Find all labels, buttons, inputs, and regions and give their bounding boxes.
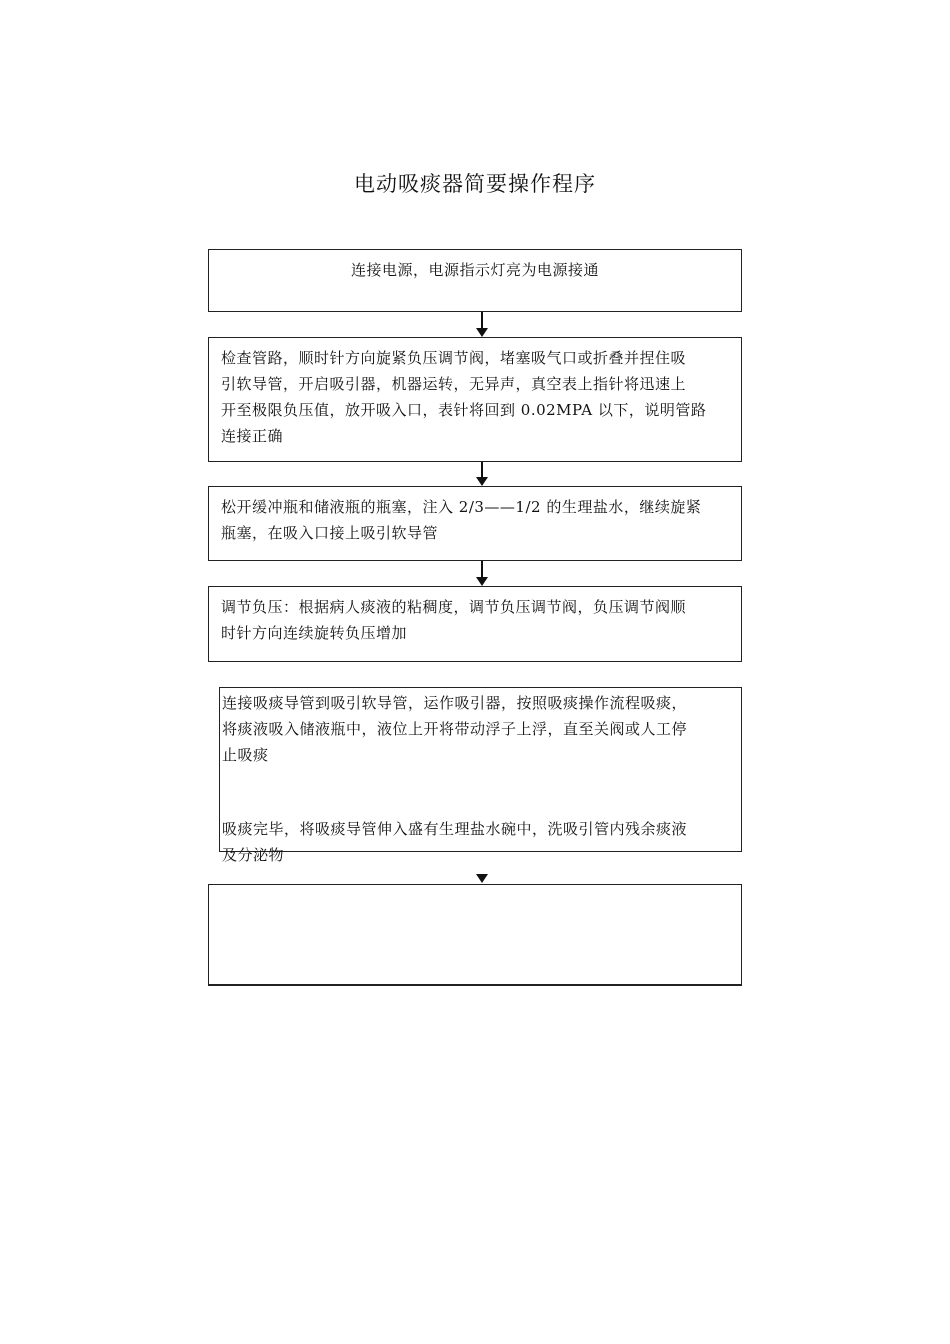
flow-step-5-text-2: 吸痰完毕，将吸痰导管伸入盛有生理盐水碗中，洗吸引管内残余痰液 及分泌物	[222, 820, 688, 864]
flow-step-5-gap	[222, 768, 735, 816]
flow-step-3	[208, 486, 742, 561]
flow-step-4-text: 调节负压：根据病人痰液的粘稠度，调节负压调节阀，负压调节阀顺 时针方向连续旋转负压增加	[221, 598, 687, 642]
flow-arrow-1-shaft	[481, 312, 483, 328]
flow-step-5	[219, 687, 742, 864]
flow-step-2-text: 检查管路，顺时针方向旋紧负压调节阀，堵塞吸气口或折叠并捏住吸 引软导管，开启吸引器，机器运转，无异声，真空表上指针将迅速上 开至极限负压值，放开吸入口，表针将回到 0.02MPA 以下，说明管路 连接正确	[221, 349, 707, 445]
flow-step-1	[208, 249, 742, 312]
flow-arrow-4-head	[476, 874, 488, 883]
flow-arrow-3-shaft	[481, 561, 483, 577]
flow-step-4	[208, 586, 742, 662]
flow-arrow-1-head	[476, 328, 488, 337]
flow-step-2	[208, 337, 742, 462]
flow-step-1-text: 连接电源，电源指示灯亮为电源接通	[350, 261, 599, 279]
flow-arrow-2	[476, 462, 488, 486]
flow-arrow-1	[476, 312, 488, 337]
flow-arrow-3-head	[476, 577, 488, 586]
flow-arrow-2-head	[476, 477, 488, 486]
page-title: 电动吸痰器简要操作程序	[354, 172, 596, 196]
flow-arrow-4	[476, 874, 488, 884]
flow-step-3-text: 松开缓冲瓶和储液瓶的瓶塞，注入 2/3——1/2 的生理盐水，继续旋紧 瓶塞，在吸入口接上吸引软导管	[221, 498, 702, 542]
flow-arrow-3	[476, 561, 488, 586]
flow-step-6	[208, 884, 742, 986]
flow-step-5-text: 连接吸痰导管到吸引软导管，运作吸引器，按照吸痰操作流程吸痰， 将痰液吸入储液瓶中，液位上开将带动浮子上浮，直至关阀或人工停 止吸痰	[222, 694, 688, 764]
flow-arrow-2-shaft	[481, 462, 483, 477]
